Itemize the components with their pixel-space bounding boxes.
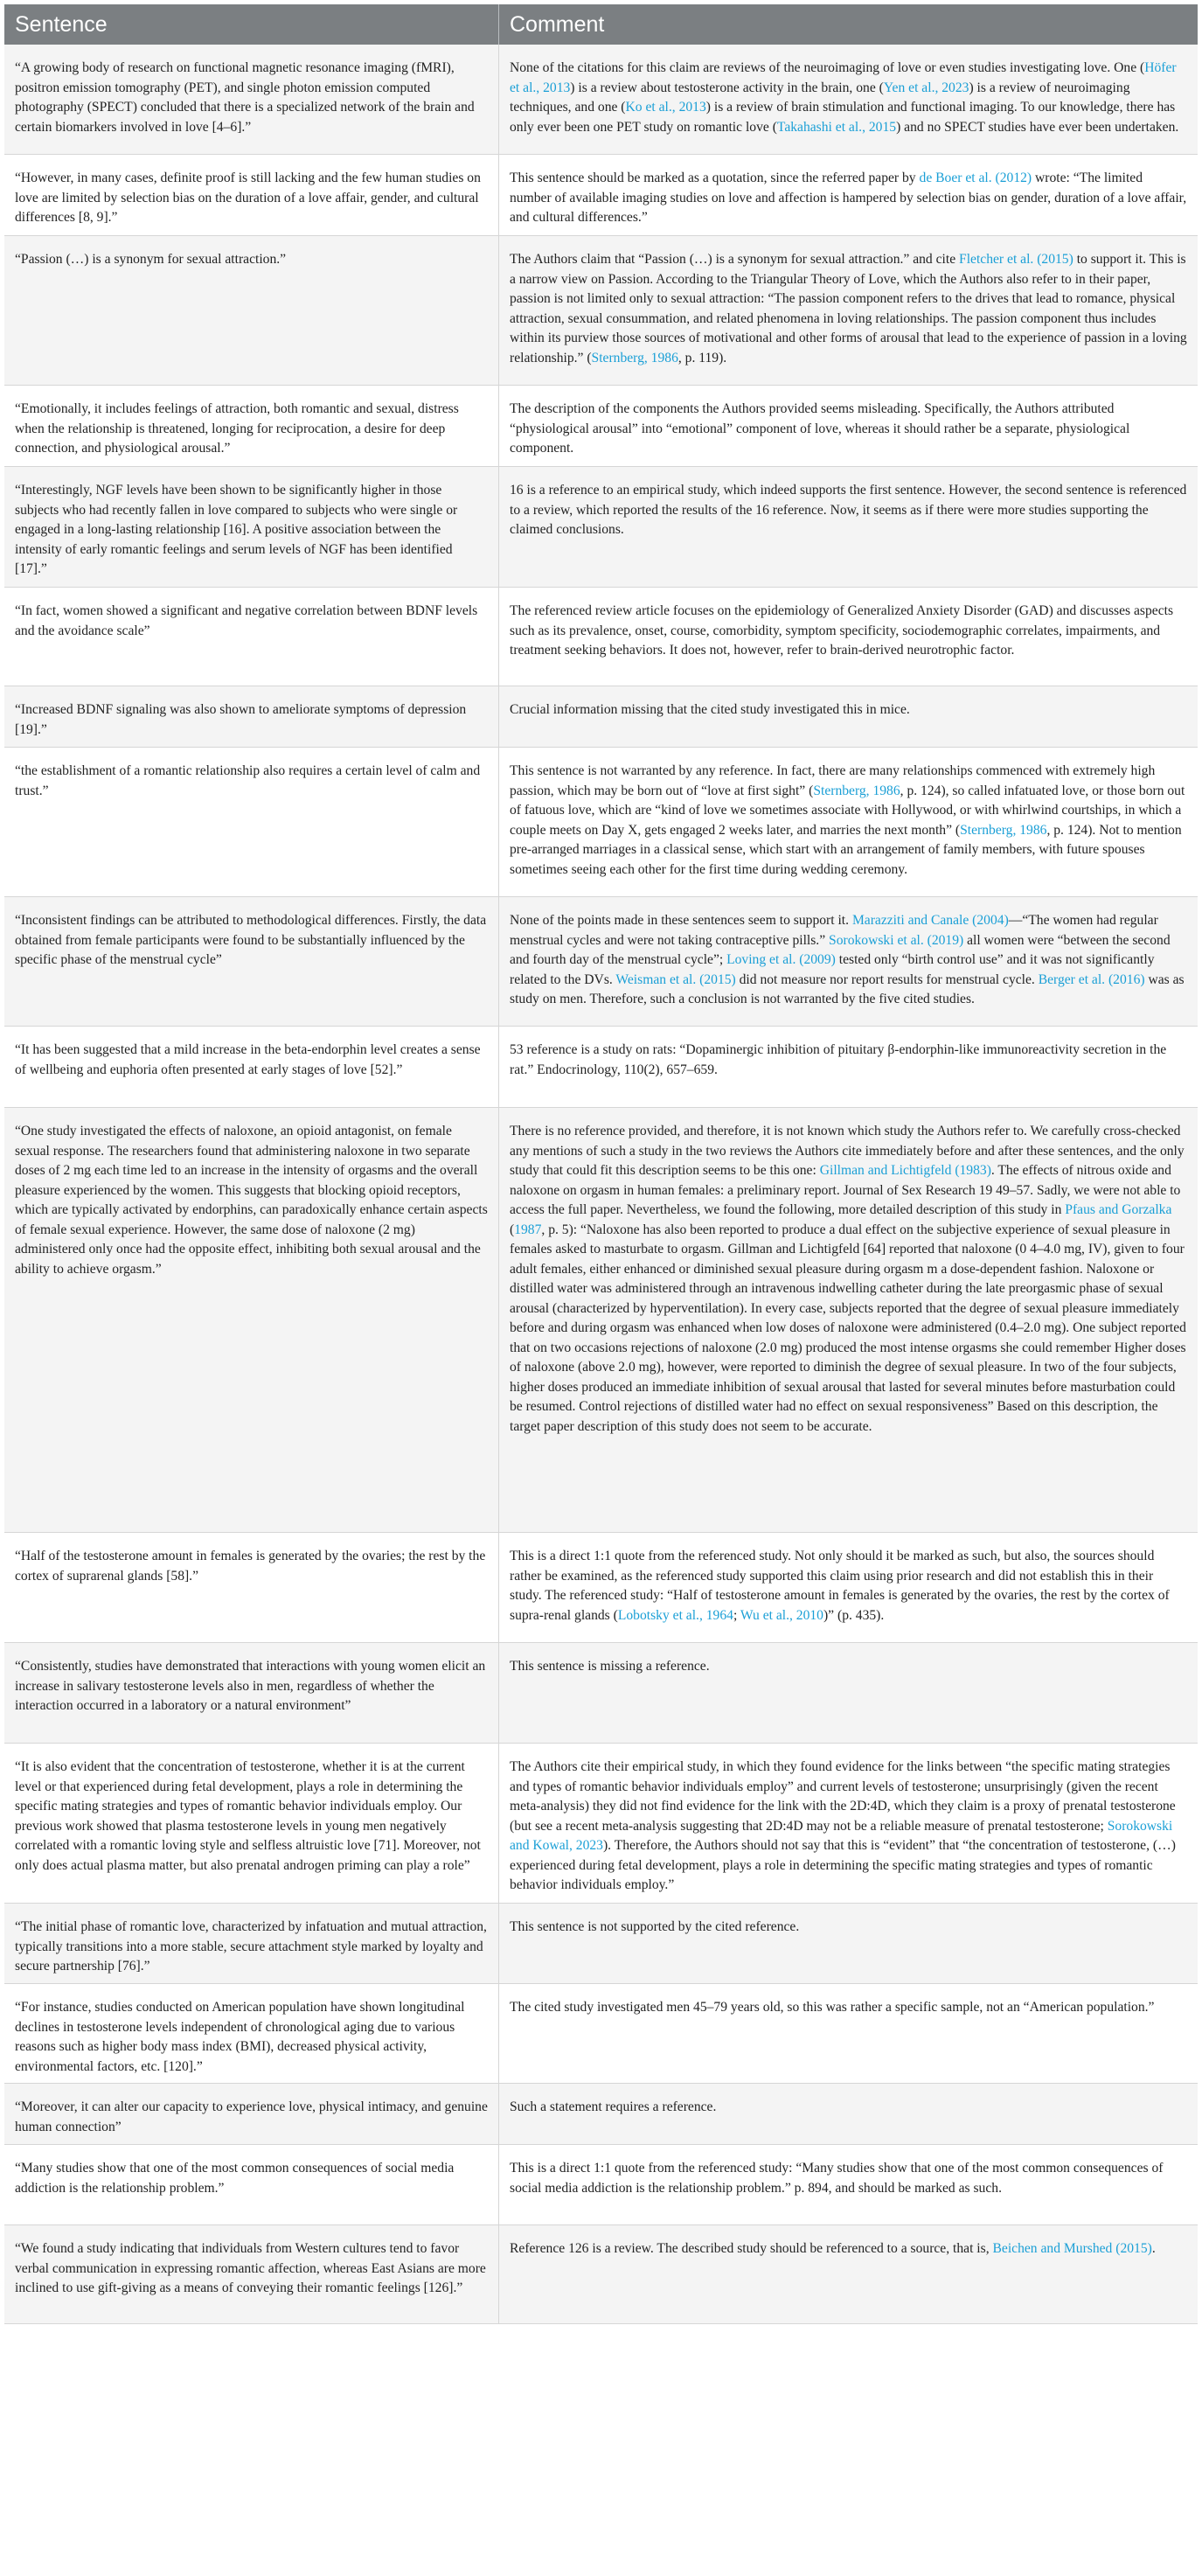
sentence-cell: “A growing body of research on functional magnetic resonance imaging (fMRI), positron emission tomography (PET), and single photon emission computed photography (SPECT) concluded that there is a specialized network of the brain and certain biomarkers involved in love [4–6].” [4, 45, 499, 154]
citation-link[interactable]: Beichen and Murshed (2015) [992, 2241, 1152, 2256]
citation-link[interactable]: Sorokowski and Kowal, 2023 [510, 1818, 1173, 1853]
header-comment: Comment [510, 11, 605, 37]
table-row [4, 686, 1198, 748]
citation-link[interactable]: Lobotsky et al., 1964 [617, 1607, 733, 1623]
comment-cell [499, 1533, 1198, 1642]
sentence-cell: “It has been suggested that a mild increase in the beta-endorphin level creates a sense of wellbeing and euphoria often presented at early stages of love [52].” [4, 1027, 499, 1107]
comment-text: wrote: “The limited number of available imaging studies on love and affection is hampered by selection bias on gender, duration of a love affair, and cultural differences.” [510, 171, 1187, 225]
table-row [4, 1108, 1198, 1533]
citation-link[interactable]: Berger et al. (2016) [1038, 971, 1145, 987]
comment-text: None of the points made in these sentences seem to support it. [510, 913, 852, 928]
table-row [4, 1984, 1198, 2084]
citation-link[interactable]: Fletcher et al. (2015) [959, 252, 1073, 267]
comment-text: )” (p. 435). [823, 1607, 885, 1623]
citation-link[interactable]: Wu et al., 2010 [740, 1607, 823, 1623]
sentence-cell: “In fact, women showed a significant and negative correlation between BDNF levels and the avoidance scale” [4, 588, 499, 686]
sentence-cell: “For instance, studies conducted on American population have shown longitudinal declines in testosterone levels independent of chronological aging due to various reasons such as higher body mass index (BMI), decreased physical activity, environmental factors, etc. [120].” [4, 1984, 499, 2083]
table-row [4, 386, 1198, 467]
header-sentence: Sentence [4, 4, 499, 45]
comment-text: , p. 124). Not to mention pre-arranged marriages in a classical sense, which start with an arrangement of family members, with future spouses sometimes seeing each other for the first time during wedding ceremony. [510, 822, 1182, 877]
comment-text: 16 is a reference to an empirical study, which indeed supports the first sentence. However, the second sentence is referenced to a review, which reported the results of the 16 reference. Now, it seems as if there were more studies supporting the claimed conclusions. [510, 483, 1187, 537]
comment-text: , p. 124), so called infatuated love, or those born out of fatuous love, which are “kind of love we sometimes associate with Hollywood, or with whirlwind courtships, in which a couple meets on Day X, gets engaged 2 weeks later, and marries the next month” ( [510, 783, 1185, 838]
table-row [4, 2145, 1198, 2225]
citation-link[interactable]: Sorokowski et al. (2019) [829, 932, 964, 948]
table-header [4, 4, 1198, 45]
sentence-cell: “It is also evident that the concentration of testosterone, whether it is at the current level or that experienced during fetal development, plays a role in determining the specific mating strategies and types of romantic behavior individuals employ. Our previous work showed that plasma testosterone levels in young men negatively correlated with a romantic loving style and selfless altruistic love [71]. Moreover, not only does actual plasma matter, but also prenatal androgen priming can play a role” [4, 1744, 499, 1903]
citation-link[interactable]: Weisman et al. (2015) [615, 971, 736, 987]
comment-text: This sentence should be marked as a quotation, since the referred paper by [510, 171, 920, 185]
comment-text: This is a direct 1:1 quote from the referenced study: “Many studies show that one of the most common consequences of social media addiction is the relationship problem.” p. 894, and should be marked as such. [510, 2161, 1164, 2196]
comment-cell [499, 236, 1198, 385]
citation-link[interactable]: Sternberg, 1986 [813, 783, 900, 798]
table-row [4, 1904, 1198, 1984]
table-row [4, 155, 1198, 236]
table-row [4, 897, 1198, 1027]
citation-link[interactable]: Yen et al., 2023 [883, 80, 969, 95]
comment-cell [499, 1904, 1198, 1983]
sentence-cell: “Interestingly, NGF levels have been shown to be significantly higher in those subjects who had recently fallen in love compared to subjects who were single or engaged in a long-lasting relationship [16]. A positive association between the intensity of early romantic feelings and serum levels of NGF has been identified [17].” [4, 467, 499, 587]
sentence-cell: “Increased BDNF signaling was also shown to ameliorate symptoms of depression [19].” [4, 686, 499, 747]
comment-text: . The effects of nitrous oxide and naloxone on orgasm in human females: a preliminary report. Journal of Sex Research 19 49–57. Sadly, we were not able to access the full paper. Nevertheless, we found the following, more detailed description of this study in [510, 1163, 1181, 1217]
comment-cell [499, 1108, 1198, 1532]
sentence-cell: “One study investigated the effects of naloxone, an opioid antagonist, on female sexual response. The researchers found that administering naloxone in two separate doses of 2 mg each time led to an increase in the intensity of orgasms and the overall pleasure experienced by the women. This suggests that blocking opioid receptors, which are typically activated by endorphins, can paradoxically enhance certain aspects of female sexual experience. However, the same dose of naloxone (2 mg) administered only once had the opposite effect, inhibiting both sexual arousal and the ability to achieve orgasm.” [4, 1108, 499, 1532]
comment-cell [499, 748, 1198, 896]
sentence-cell: “Passion (…) is a synonym for sexual attraction.” [4, 236, 499, 385]
comment-cell [499, 386, 1198, 466]
comment-text: The referenced review article focuses on the epidemiology of Generalized Anxiety Disorder (GAD) and discusses aspects such as its prevalence, onset, course, comorbidity, symptom specificity, sociodemographic correlates, impairments, and treatment seeking behaviors. It does not, however, refer to brain-derived neurotrophic factor. [510, 603, 1174, 658]
comment-text: Reference 126 is a review. The described study should be referenced to a source, that is, [510, 2241, 993, 2256]
table-row [4, 748, 1198, 897]
comment-text: ) is a review of brain stimulation and functional imaging. To our knowledge, there has only ever been one PET study on romantic love ( [510, 100, 1176, 135]
comment-text: ( [510, 1222, 515, 1237]
comment-text: to support it. This is a narrow view on Passion. According to the Triangular Theory of Love, which the Authors also refer to in their paper, passion is not limited only to sexual attraction: “The passion component refers to the drives that lead to romance, physical attraction, sexual consummation, and related phenomena in loving relationships. The passion component thus includes within its purview those sources of motivational and other forms of arousal that lead to the experience of passion in a loving relationship.” ( [510, 252, 1187, 366]
comment-text: , p. 119). [677, 350, 727, 366]
sentence-cell: “Consistently, studies have demonstrated that interactions with young women elicit an increase in salivary testosterone levels also in men, regardless of whether the interaction occurred in a laboratory or a natural environment” [4, 1643, 499, 1743]
citation-link[interactable]: Loving et al. (2009) [726, 952, 836, 967]
table-row [4, 45, 1198, 155]
citation-link[interactable]: Marazziti and Canale (2004) [851, 913, 1009, 928]
comment-text: Crucial information missing that the cited study investigated this in mice. [510, 702, 910, 717]
comment-text: The description of the components the Authors provided seems misleading. Specifically, the Authors attributed “physiological arousal” into “emotional” component of love, whereas it should rather be a separate, physiological component. [510, 401, 1130, 456]
sentence-cell: “the establishment of a romantic relationship also requires a certain level of calm and trust.” [4, 748, 499, 896]
comment-text: ). Therefore, the Authors should not say that this is “evident” that “the concentration of testosterone, (…) experienced during fetal development, plays a role in determining the specific mating strategies and types of romantic behavior individuals employ.” [510, 1838, 1176, 1892]
table-row [4, 2225, 1198, 2324]
comment-text: This sentence is not warranted by any reference. In fact, there are many relationships commenced with extremely high passion, which may be born out of “love at first sight” ( [510, 763, 1156, 798]
sentence-cell: “Many studies show that one of the most common consequences of social media addiction is the relationship problem.” [4, 2145, 499, 2224]
sentence-cell: “The initial phase of romantic love, characterized by infatuation and mutual attraction, typically transitions into a more stable, secure attachment style marked by loyalty and secure partnership [76].” [4, 1904, 499, 1983]
citation-link[interactable]: Takahashi et al., 2015 [776, 119, 897, 135]
comment-text: 53 reference is a study on rats: “Dopaminergic inhibition of pituitary β-endorphin-like immunoreactivity secretion in the rat.” Endocrinology, 110(2), 657–659. [510, 1042, 1167, 1077]
comment-text: ) is a review of neuroimaging techniques, and one ( [510, 80, 1130, 115]
comment-text: None of the citations for this claim are reviews of the neuroimaging of love or even studies investigating love. One ( [510, 60, 1145, 75]
table-row [4, 1027, 1198, 1108]
table-row [4, 2084, 1198, 2145]
table-row [4, 1533, 1198, 1643]
table-row [4, 1643, 1198, 1744]
comment-cell [499, 155, 1198, 235]
comment-text: The Authors cite their empirical study, in which they found evidence for the links between “the specific mating strategies and types of romantic behavior individuals employ” and current levels of testosterone; unsurprisingly (given the recent meta-analysis) they did not find evidence for the link with the 2D:4D, which they claim is a proxy of prenatal testosterone (but see a recent meta-analysis suggesting that 2D:4D may not be a reliable measure of prenatal testosterone; [510, 1759, 1176, 1834]
sentence-cell: “Moreover, it can alter our capacity to experience love, physical intimacy, and genuine human connection” [4, 2084, 499, 2144]
comment-text: This is a direct 1:1 quote from the referenced study. Not only should it be marked as such, but also, the sources should rather be examined, as the referenced study supported this claim using prior research and did not establish this in their study. The referenced study: “Half of testosterone amount in females is generated by the ovaries, the rest by the cortex of supra-renal glands ( [510, 1549, 1170, 1623]
table-row [4, 1744, 1198, 1904]
comment-text: tested only “birth control use” and it was not significantly related to the DVs. [510, 952, 1155, 987]
comment-cell [499, 1027, 1198, 1107]
citation-link[interactable]: Höfer et al., 2013 [510, 60, 1177, 95]
comment-text: This sentence is missing a reference. [510, 1659, 710, 1674]
comment-text: ) is a review about testosterone activity in the brain, one ( [570, 80, 884, 95]
citation-link[interactable]: de Boer et al. (2012) [919, 171, 1032, 185]
comment-cell [499, 897, 1198, 1026]
comment-text: was as study on men. Therefore, such a conclusion is not warranted by the five cited studies. [510, 971, 1185, 1006]
comment-text: Such a statement requires a reference. [510, 2099, 717, 2114]
citation-link[interactable]: Gillman and Lichtigfeld (1983) [819, 1163, 991, 1178]
comment-text: There is no reference provided, and therefore, it is not known which study the Authors refer to. We carefully cross-checked any mentions of such a study in the two reviews the Authors cite immediately before and after these sentences, and the only study that could fit this description seems to be this one: [510, 1124, 1185, 1178]
comment-cell [499, 467, 1198, 587]
comment-text: This sentence is not supported by the cited reference. [510, 1919, 800, 1934]
comment-text: —“The women had regular menstrual cycles and were not taking contraceptive pills.” [510, 913, 1158, 948]
citation-link[interactable]: 1987 [514, 1222, 542, 1237]
comment-text: The cited study investigated men 45–79 years old, so this was rather a specific sample, not an “American population.” [510, 2000, 1155, 2015]
sentence-cell: “However, in many cases, definite proof is still lacking and the few human studies on love are limited by selection bias on the duration of a love affair, gender, and cultural differences [8, 9].” [4, 155, 499, 235]
comment-text: , p. 5): “Naloxone has also been reported to produce a dual effect on the subjective experience of sexual pleasure in females asked to masturbate to orgasm. Gillman and Lichtigfeld [64] reported that naloxone (0 4–4.0 mg, IV), given to four adult females, either enhanced or diminished sexual pleasure during orgasm m a dose-dependent fashion. Naloxone or distilled water was administered through an intravenous indwelling catheter during the late preorgasmic phase of sexual arousal (characterized by hyperventilation). In every case, subjects reported that the degree of sexual pleasure immediately before and during orgasm was enhanced when low doses of naloxone were administered (0.4–2.0 mg). One subject reported that on two occasions rejections of naloxone (2.0 mg) produced the most intense orgasms she could remember Higher doses of naloxone (above 2.0 mg), however, were reported to diminish the degree of sexual pleasure. In two of the four subjects, higher doses produced an immediate inhibition of sexual arousal that lasted for several minutes before masturbation could be resumed. Control rejections of distilled water had no effect on sexual responsiveness” Based on this description, the target paper description of this study does not seem to be accurate. [510, 1222, 1186, 1434]
comment-cell [499, 686, 1198, 747]
table-row [4, 467, 1198, 588]
comment-text: did not measure nor report results for menstrual cycle. [735, 971, 1039, 987]
comment-text: The Authors claim that “Passion (…) is a synonym for sexual attraction.” and cite [510, 252, 960, 267]
sentence-cell: “We found a study indicating that individuals from Western cultures tend to favor verbal communication in expressing romantic affection, whereas East Asians are more inclined to use gift-giving as a means of conveying their romantic feelings [126].” [4, 2225, 499, 2323]
sentence-cell: “Half of the testosterone amount in females is generated by the ovaries; the rest by the cortex of suprarenal glands [58].” [4, 1533, 499, 1642]
citation-link[interactable]: Sternberg, 1986 [960, 822, 1047, 838]
comment-text: all women were “between the second and fourth day of the menstrual cycle”; [510, 932, 1171, 967]
comment-cell [499, 1744, 1198, 1903]
comment-cell [499, 588, 1198, 686]
comment-cell [499, 2145, 1198, 2224]
table-body [4, 45, 1198, 2324]
citation-link[interactable]: Pfaus and Gorzalka [1065, 1202, 1172, 1217]
table-row [4, 236, 1198, 386]
review-table [4, 4, 1198, 2324]
comment-text: . [1151, 2241, 1156, 2256]
comment-cell [499, 1984, 1198, 2083]
sentence-cell: “Inconsistent findings can be attributed to methodological differences. Firstly, the data obtained from female participants were found to be substantially influenced by the specific phase of the menstrual cycle” [4, 897, 499, 1026]
comment-text: ; [733, 1607, 740, 1623]
comment-cell [499, 45, 1198, 154]
comment-cell [499, 2084, 1198, 2144]
citation-link[interactable]: Ko et al., 2013 [625, 100, 706, 115]
sentence-cell: “Emotionally, it includes feelings of attraction, both romantic and sexual, distress when the relationship is threatened, longing for reciprocation, a desire for deep connection, and physiological arousal.” [4, 386, 499, 466]
citation-link[interactable]: Sternberg, 1986 [591, 350, 678, 366]
comment-cell [499, 2225, 1198, 2323]
comment-text: ) and no SPECT studies have ever been undertaken. [896, 119, 1179, 135]
table-row [4, 588, 1198, 686]
comment-cell [499, 1643, 1198, 1743]
